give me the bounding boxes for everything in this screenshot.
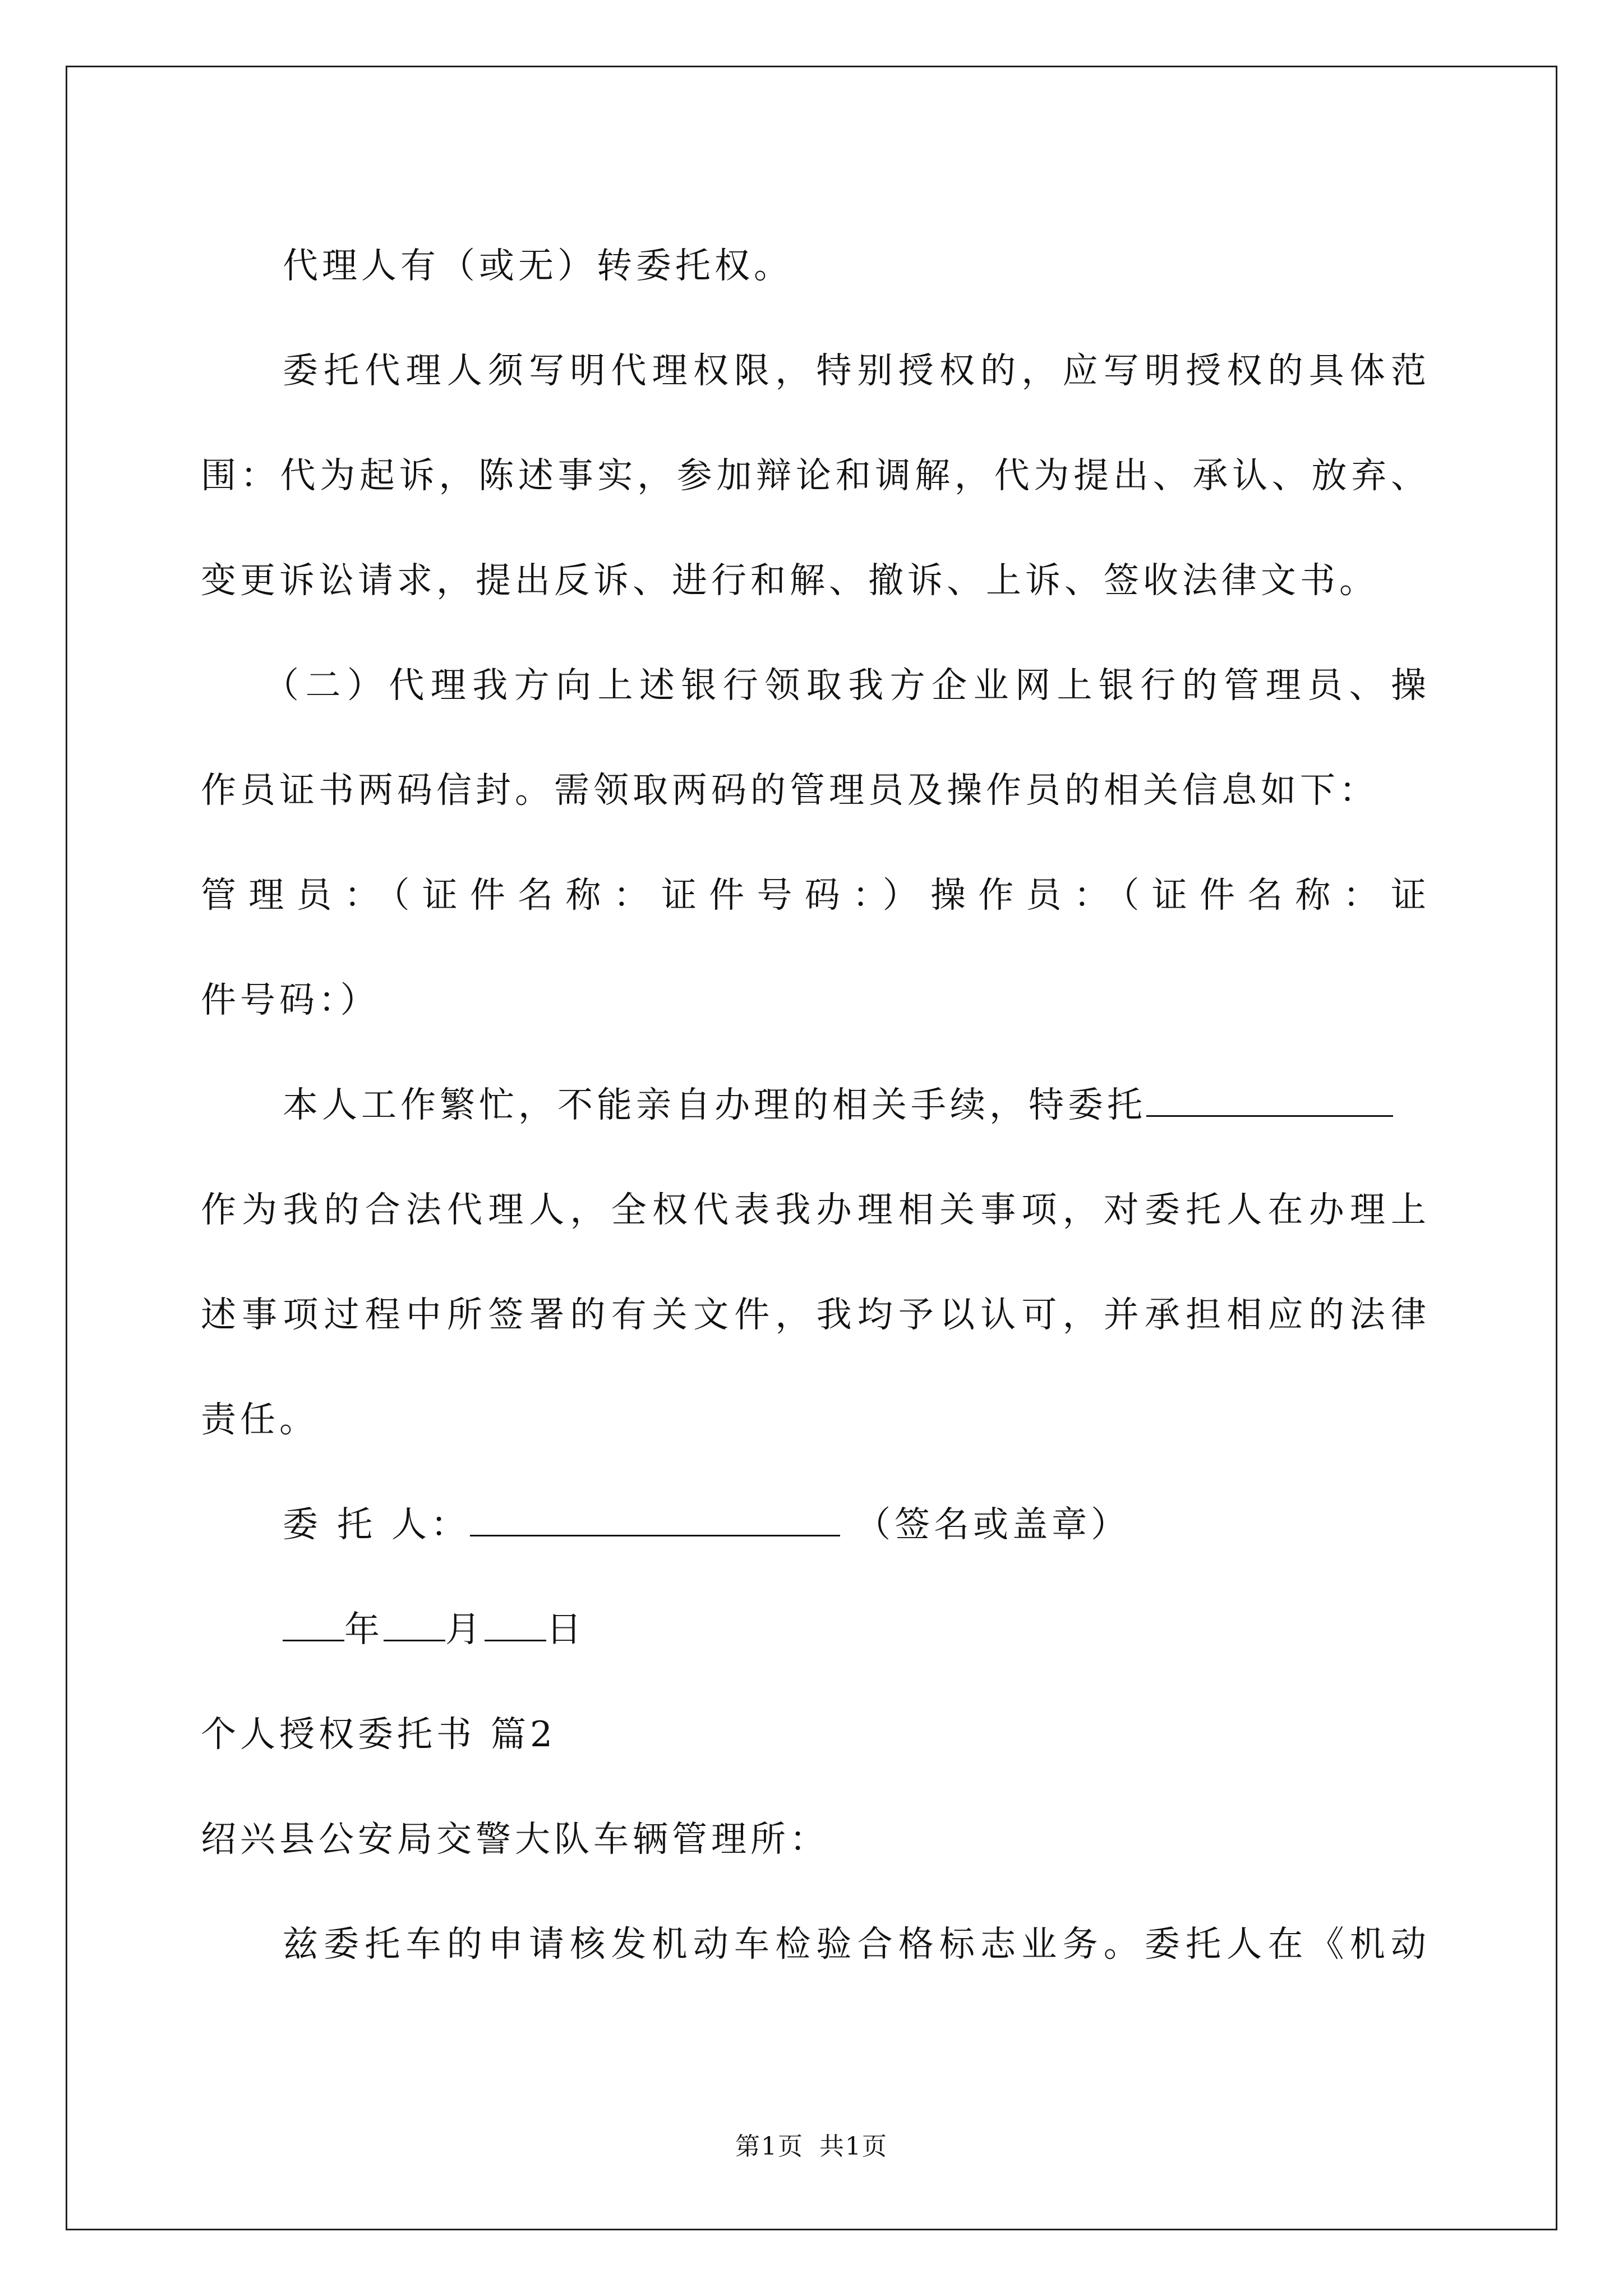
page-number: 第1页 [735, 2132, 804, 2161]
addressee-line: 绍兴县公安局交警大队车辆管理所： [201, 1819, 829, 1860]
paragraph-line: 作员证书两码信封。需领取两码的管理员及操作员的相关信息如下： [201, 770, 1378, 811]
paragraph-line: 委托代理人须写明代理权限，特别授权的，应写明授权的具体范 [283, 350, 1430, 391]
paragraph-line: 述事项过程中所签署的有关文件，我均予以认可，并承担相应的法律 [201, 1294, 1430, 1335]
month-blank [384, 1606, 445, 1641]
signature-line [201, 1472, 1430, 1577]
section-heading: 个人授权委托书 篇2 [201, 1714, 557, 1755]
signature-note: （签名或盖章） [855, 1504, 1131, 1545]
paragraph-line: 责任。 [201, 1399, 319, 1440]
paragraph-line: 作为我的合法代理人，全权代表我办理相关事项，对委托人在办理上 [201, 1189, 1430, 1230]
year-blank [283, 1606, 344, 1641]
agent-name-blank [1146, 1082, 1393, 1117]
paragraph-line: 管理员：（证件名称：证件号码：）操作员：（证件名称：证 [201, 875, 1430, 915]
month-label: 月 [445, 1609, 485, 1650]
paragraph-line: 代理人有（或无）转委托权。 [283, 245, 793, 286]
document-body [201, 213, 1430, 1996]
paragraph-line: 兹委托车的申请核发机动车检验合格标志业务。委托人在《机动 [283, 1924, 1430, 1964]
paragraph-line: （二）代理我方向上述银行领取我方企业网上银行的管理员、操 [264, 665, 1430, 706]
paragraph-text: 本人工作繁忙，不能亲自办理的相关手续，特委托 [283, 1084, 1146, 1125]
date-line [201, 1577, 1430, 1682]
signature-label: 委 托 人： [283, 1504, 471, 1545]
page-total: 共1页 [819, 2132, 888, 2161]
day-label: 日 [546, 1609, 585, 1650]
paragraph-line: 件号码：） [201, 979, 380, 1020]
signature-blank [470, 1501, 840, 1536]
paragraph-line [201, 1052, 1430, 1157]
page-footer [0, 2126, 1623, 2162]
paragraph-line: 围：代为起诉，陈述事实，参加辩论和调解，代为提出、承认、放弃、 [201, 455, 1430, 496]
year-label: 年 [344, 1609, 384, 1650]
paragraph-line: 变更诉讼请求，提出反诉、进行和解、撤诉、上诉、签收法律文书。 [201, 560, 1378, 601]
day-blank [485, 1606, 546, 1641]
